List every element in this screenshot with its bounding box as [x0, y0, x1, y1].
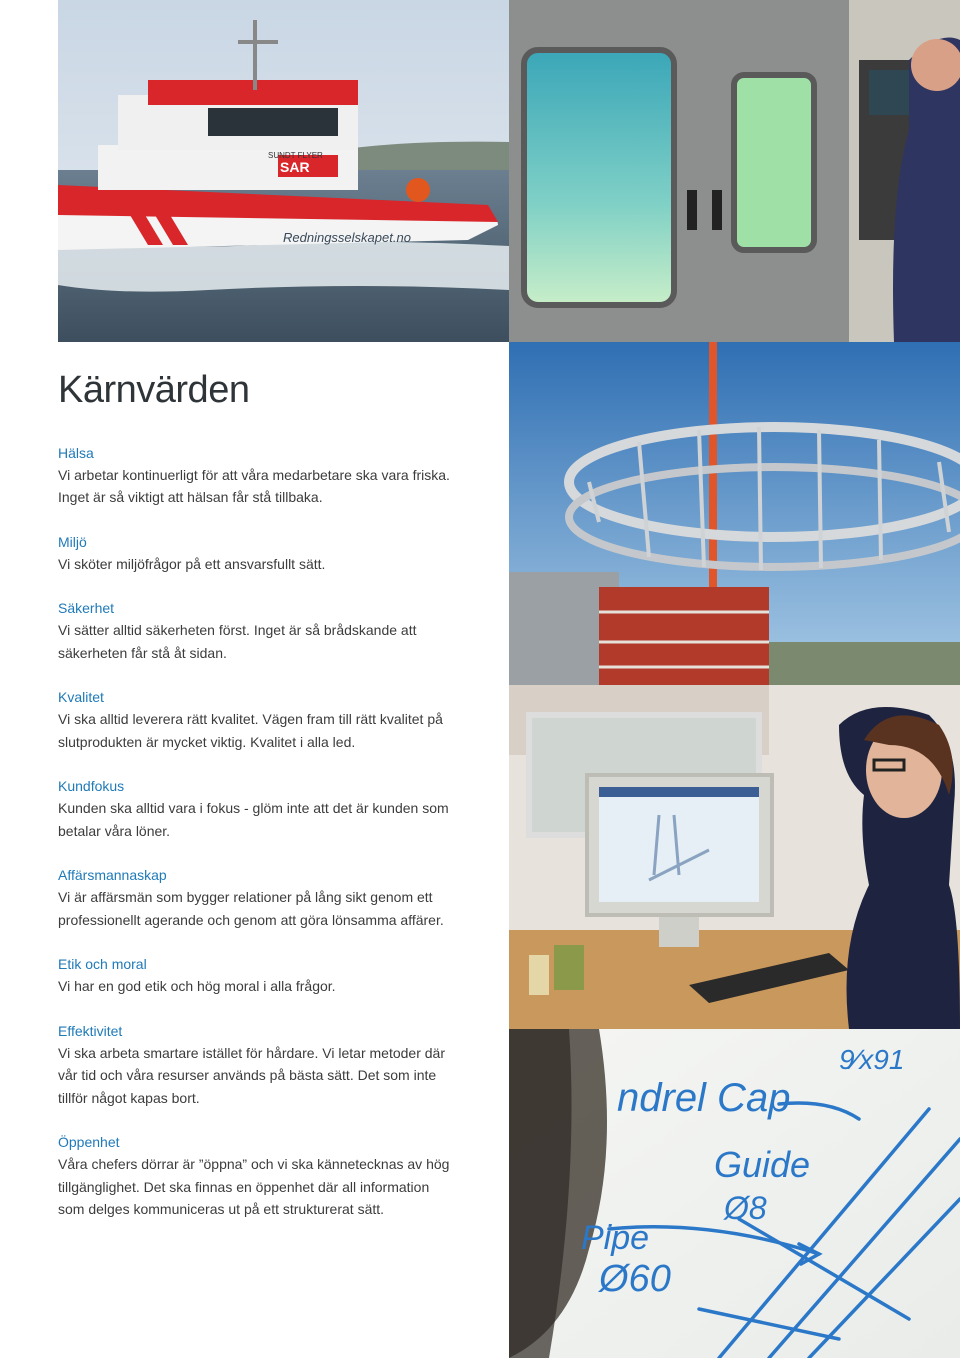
value-heading: Etik och moral [58, 956, 147, 973]
value-heading: Kvalitet [58, 689, 104, 706]
value-body: Vi är affärsmän som bygger relationer på lång sikt genom ett professionellt agerande och genom att göra lönsamma affärer. [58, 889, 444, 928]
core-values-section [58, 370, 478, 1243]
value-heading: Effektivitet [58, 1022, 123, 1039]
value-item-effektivitet [58, 1020, 478, 1110]
boat-name-plate: SUNDT FLYER [268, 151, 323, 160]
steel-structure-photo [509, 342, 960, 685]
value-heading: Kundfokus [58, 778, 125, 795]
value-item-halsa [58, 442, 478, 509]
boat-side-text: Redningsselskapet.no [283, 230, 411, 245]
value-body: Vi arbetar kontinuerligt för att våra medarbetare ska vara friska. Inget är så viktigt att hälsan får stå tillbaka. [58, 466, 450, 506]
page-title: Kärnvärden [58, 369, 250, 411]
value-body: Vi sköter miljöfrågor på ett ansvarsfullt sätt. [58, 555, 326, 572]
value-heading: Hälsa [58, 444, 94, 461]
whiteboard-sketch-photo [509, 1029, 960, 1358]
value-item-kundfokus [58, 775, 478, 842]
rescue-boat-photo [58, 0, 509, 342]
value-item-affarsmannaskap [58, 864, 478, 931]
value-item-miljo [58, 531, 478, 576]
value-item-sakerhet [58, 597, 478, 664]
value-item-oppenhet [58, 1131, 478, 1221]
value-body: Vi har en god etik och hög moral i alla frågor. [58, 978, 336, 995]
whiteboard-corner-note: 9∕x91 [839, 1044, 905, 1075]
value-body: Vi ska arbeta smartare istället för hårdare. Vi letar metoder där vår tid och våra resurser används på bästa sätt. Det som inte tillför något kapas bort. [58, 1044, 445, 1106]
value-body: Vi sätter alltid säkerheten först. Inget är så brådskande att säkerheten får stå åt sidan. [58, 622, 417, 661]
whiteboard-word-guide: Guide [714, 1144, 811, 1185]
value-body: Vi ska alltid leverera rätt kvalitet. Vägen fram till rätt kvalitet på slutprodukten är mycket viktig. Kvalitet i alla led. [58, 711, 443, 750]
value-heading: Miljö [58, 533, 87, 550]
value-body: Våra chefers dörrar är ”öppna” och vi ska kännetecknas av hög tillgänglighet. Det ska finnas en öppenhet där all information som delges kommuniceras ut på ett strukturerat sätt. [58, 1156, 450, 1218]
value-item-kvalitet [58, 686, 478, 753]
value-body: Kunden ska alltid vara i fokus - glöm inte att det är kunden som betalar våra löner. [58, 800, 449, 839]
value-heading: Öppenhet [58, 1134, 120, 1151]
value-item-etik-och-moral [58, 953, 478, 998]
whiteboard-word-cap: ndrel Cap [617, 1076, 791, 1120]
value-heading: Affärsmannaskap [58, 867, 167, 884]
whiteboard-word-pipe-size: Ø60 [599, 1258, 671, 1300]
whiteboard-word-pipe: Pipe [581, 1219, 650, 1257]
office-worker-photo [509, 685, 960, 1029]
cnc-machine-photo [509, 0, 960, 342]
whiteboard-word-guide-size: Ø8 [724, 1190, 767, 1226]
boat-sar-label: SAR [280, 159, 310, 175]
value-heading: Säkerhet [58, 600, 115, 617]
